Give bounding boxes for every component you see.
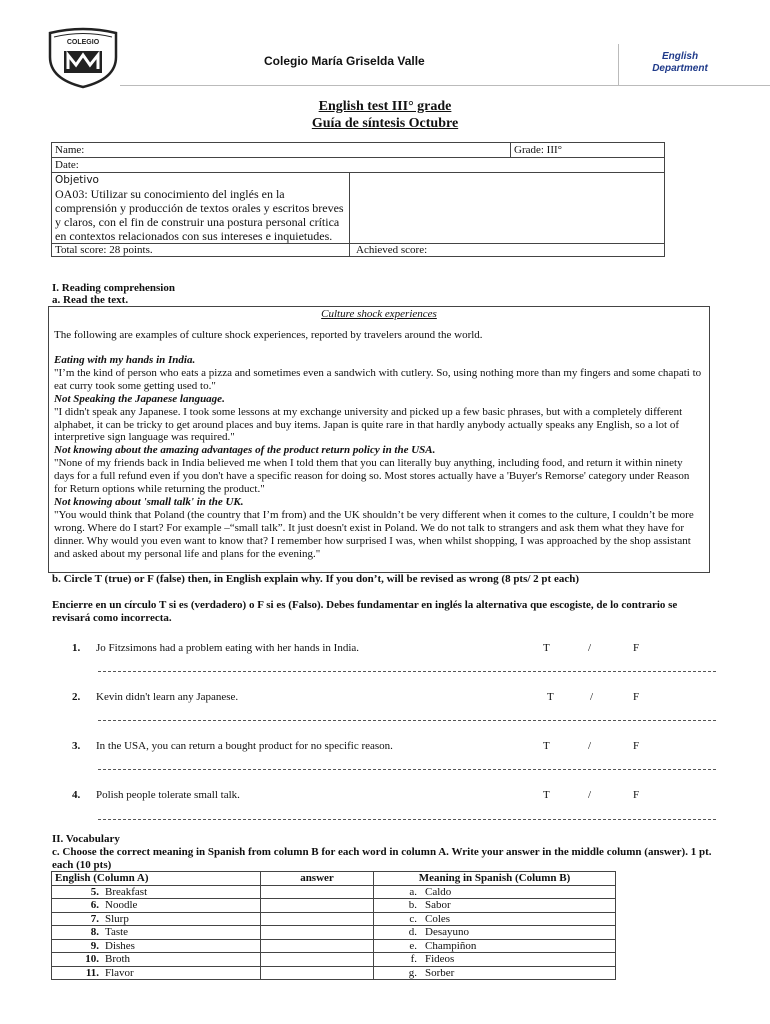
true-option[interactable]: T [543,642,550,654]
true-false-instruction: b. Circle T (true) or F (false) then, in English explain why. If you don’t, will be revised as wrong (8 pts/ 2 pt each) [52,573,580,585]
english-word: Broth [105,953,131,965]
passage-body [54,354,704,561]
achieved-score[interactable]: Achieved score: [356,244,428,256]
answer-cell[interactable] [261,912,374,926]
question-number: 3. [72,740,81,752]
grade-field: Grade: III° [511,143,665,158]
vocabulary-table [51,871,616,980]
option-letter: f. [410,953,417,965]
question-3 [72,740,393,752]
score-row [52,244,665,257]
vocabulary-instruction: c. Choose the correct meaning in Spanish from column B for each word in column A. Write your answer in the middle column (answer). 1 pt. each (10 pts) [52,846,712,871]
english-word: Slurp [105,912,129,925]
question-number: 2. [72,691,81,703]
slash: / [590,691,594,703]
objective-box [52,173,350,243]
spanish-meaning: Sabor [425,899,451,911]
table-row [52,899,616,913]
answer-cell[interactable] [261,966,374,980]
table-row [52,939,616,953]
vocabulary-heading: II. Vocabulary [52,833,120,845]
spanish-meaning: Caldo [425,885,452,898]
objective-cell [52,173,665,244]
answer-line[interactable] [98,819,716,820]
spanish-meaning: Fideos [425,953,455,965]
answer-cell[interactable] [261,939,374,953]
answer-column-header: answer [261,872,374,886]
option-letter: b. [408,899,417,911]
true-option[interactable]: T [543,740,550,752]
spanish-meaning: Sorber [425,966,455,979]
logo-text: COLEGIO [66,39,100,46]
option-letter: g. [408,966,417,979]
answer-cell[interactable] [261,953,374,967]
table-row [52,966,616,980]
true-option[interactable]: T [547,691,554,703]
answer-line[interactable] [98,769,716,770]
english-word: Flavor [105,966,134,979]
question-text: Kevin didn't learn any Japanese. [96,691,239,703]
story-title: Not knowing about 'small talk' in the UK. [54,495,244,508]
row-number: 8. [90,926,99,938]
passage-intro: The following are examples of culture shock experiences, reported by travelers around the world. [54,329,483,341]
name-field[interactable]: Name: [52,143,511,158]
student-info-table [51,142,665,257]
story-text: "None of my friends back in India believed me when I told them that you can literally buy anything, including food, and return it within ninety days for a full refund even if you don't have a specific reason for doing so. Most stores actually have a 'Buyer's Remorse' category under Reason for Return options while returning the product." [54,457,690,496]
header-divider [618,44,619,86]
english-word: Taste [105,926,129,938]
option-letter: c. [409,912,417,925]
objective-text: OA03: Utilizar su conocimiento del inglés en la comprensión y producción de textos orales y escritos breves y claros, con el fin de construir una postura personal crítica en contextos relacionados con sus intereses e inquietudes. [55,187,344,243]
department-line-2: Department [652,63,708,74]
passage-box [48,306,710,573]
date-field[interactable]: Date: [52,158,665,173]
question-text: In the USA, you can return a bought product for no specific reason. [96,740,393,752]
story-text: "I’m the kind of person who eats a pizza and sometimes even a sandwich with cutlery. So, using nothing more than my fingers and some chapati to eat curry took some getting used to." [54,366,702,392]
school-name: Colegio María Griselda Valle [264,54,425,68]
story-title: Eating with my hands in India. [54,354,196,366]
story-title: Not Speaking the Japanese language. [54,392,225,405]
row-number: 9. [90,939,99,952]
spanish-meaning: Desayuno [425,926,469,938]
true-option[interactable]: T [543,789,550,801]
english-word: Dishes [105,939,135,952]
table-row [52,926,616,940]
answer-cell[interactable] [261,885,374,899]
guide-title: Guía de síntesis Octubre [311,116,459,131]
row-number: 5. [90,885,99,898]
department-label [640,51,720,75]
table-row [52,912,616,926]
english-word: Noodle [105,899,138,911]
slash: / [588,740,592,752]
english-word: Breakfast [105,885,148,898]
school-logo [46,27,120,89]
answer-line[interactable] [98,720,716,721]
passage-title: Culture shock experiences [321,308,437,320]
row-number: 6. [90,899,99,911]
question-4 [72,789,240,801]
column-b-header: Meaning in Spanish (Column B) [374,872,616,886]
table-row [52,953,616,967]
spanish-meaning: Champiñon [425,939,477,952]
false-option[interactable]: F [633,740,640,752]
answer-cell[interactable] [261,899,374,913]
row-number: 11. [85,966,99,979]
false-option[interactable]: F [633,691,640,703]
test-title: English test III° grade [318,99,452,114]
total-score: Total score: 28 points. [52,244,350,256]
true-false-instruction-es: Encierre en un círculo T si es (verdadero) o F si es (Falso). Debes fundamentar en inglés la alternativa que escogiste, de lo contrario se revisará como incorrecta. [52,599,678,624]
objective-label: Objetivo [55,174,99,186]
row-number: 7. [90,912,99,925]
question-text: Jo Fitzsimons had a problem eating with her hands in India. [96,642,360,654]
reading-heading: I. Reading comprehension [52,282,175,294]
story-title: Not knowing about the amazing advantages of the product return policy in the USA. [54,444,436,457]
slash: / [588,789,592,801]
shield-icon [46,27,120,89]
column-a-header: English (Column A) [52,872,261,886]
option-letter: e. [409,939,417,952]
question-2 [72,691,238,703]
question-number: 4. [72,789,81,801]
false-option[interactable]: F [633,789,640,801]
read-text-instruction: a. Read the text. [52,294,129,306]
department-line-1: English [661,51,699,62]
question-1 [72,642,359,654]
table-row [52,885,616,899]
answer-cell[interactable] [261,926,374,940]
story-text: "You would think that Poland (the country that I’m from) and the UK shouldn’t be very different when it comes to the culture, I couldn’t be more wrong. Where do I start? For example –“small talk”. It just doesn't exist in Poland. We do not talk to strangers and ask them what they have for dinner. Why would you even want to know that? I remember how surprised I was, when whilst shopping, I was approached by the shop assistant and asked about my personal life and plans for the evening." [54,508,694,560]
row-number: 10. [85,953,99,965]
false-option[interactable]: F [633,642,640,654]
header-rule [120,85,770,86]
answer-line[interactable] [98,671,716,672]
slash: / [588,642,592,654]
question-number: 1. [72,642,81,654]
option-letter: a. [409,885,417,898]
spanish-meaning: Coles [425,912,451,925]
story-text: "I didn't speak any Japanese. I took some lessons at my exchange university and picked up a few basic phrases, but with a completely different alphabet, it can be tricky to get around places and buy items. Japan is quite rare in that hardly anybody actually speaks any English, so a lot of interpretive sign language was required." [54,405,683,444]
option-letter: d. [408,926,417,938]
question-text: Polish people tolerate small talk. [96,789,240,801]
